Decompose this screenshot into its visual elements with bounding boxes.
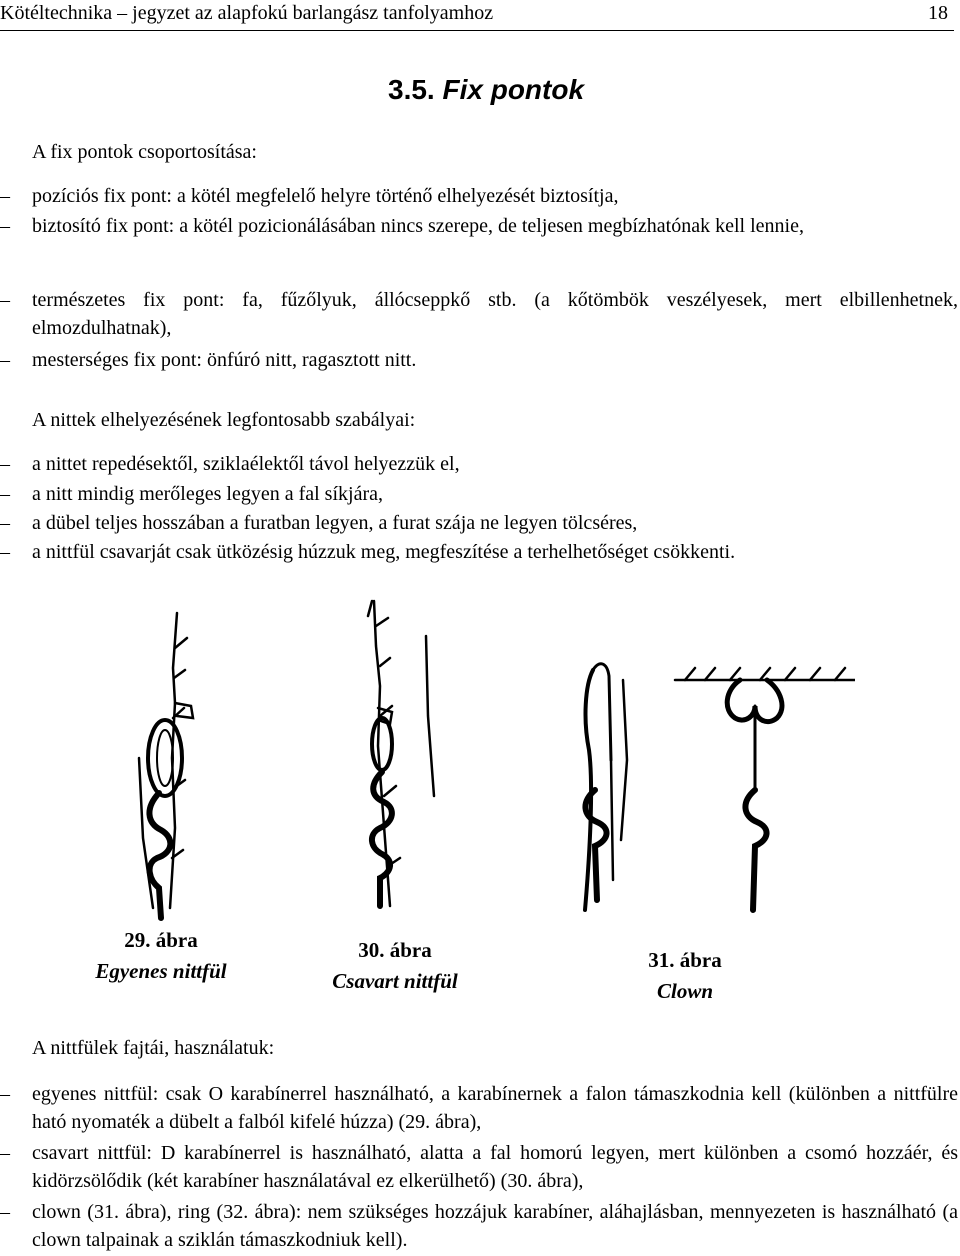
section-title xyxy=(388,74,584,106)
list-item: – pozíciós fix pont: a kötél megfelelő helyre történő elhelyezését biztosítja, xyxy=(0,185,619,207)
figure-clown xyxy=(555,640,855,920)
list-item: – egyenes nittfül: csak O karabínerrel használható, a karabínernek a falon támaszkodnia kell (különben a nittfülre ható nyomaték a dübelt a falból kifelé húzza) (29. ábra), xyxy=(0,1083,958,1133)
intro-grouping: A fix pontok csoportosítása: xyxy=(32,141,257,163)
caption-31-name: Clown xyxy=(656,979,714,1003)
page-header xyxy=(0,0,954,31)
section-name: Fix pontok xyxy=(442,74,585,105)
caption-30 xyxy=(310,935,480,997)
caption-31 xyxy=(600,945,770,1007)
caption-30-number: 30. ábra xyxy=(358,938,432,962)
caption-29-number: 29. ábra xyxy=(124,928,198,952)
list-item: – a nitt mindig merőleges legyen a fal síkjára, xyxy=(0,483,383,505)
caption-30-name: Csavart nittfül xyxy=(332,969,458,993)
section-number: 3.5. xyxy=(388,74,435,105)
figure-twisted-hanger xyxy=(330,596,440,916)
list-item: – mesterséges fix pont: önfúró nitt, ragasztott nitt. xyxy=(0,349,417,371)
list-item: – biztosító fix pont: a kötél pozicionálásában nincs szerepe, de teljesen megbízhatónak kell lennie, xyxy=(0,215,804,237)
caption-29-name: Egyenes nittfül xyxy=(95,959,227,983)
figure-straight-hanger xyxy=(125,608,235,928)
header-title: Kötéltechnika – jegyzet az alapfokú barlangász tanfolyamhoz xyxy=(0,2,494,24)
caption-31-number: 31. ábra xyxy=(648,948,722,972)
page-number: 18 xyxy=(928,2,948,24)
list-item: – a dübel teljes hosszában a furatban legyen, a furat szája ne legyen tölcséres, xyxy=(0,512,638,534)
list-item: – clown (31. ábra), ring (32. ábra): nem szükséges hozzájuk karabíner, aláhajlásban, mennyezeten is használható (a clown talpainak a sziklán támaszkodniuk kell). xyxy=(0,1201,958,1251)
caption-29 xyxy=(76,925,246,987)
list-item: – természetes fix pont: fa, fűzőlyuk, állócseppkő stb. (a kőtömbök veszélyesek, mert elbillenhetnek, elmozdulhatnak), xyxy=(0,289,958,339)
list-item: – a nittfül csavarját csak ütközésig húzzuk meg, megfeszítése a terhelhetőséget csökkenti. xyxy=(0,541,736,563)
list-item: – a nittet repedésektől, sziklaélektől távol helyezzük el, xyxy=(0,453,460,475)
intro-hanger-types: A nittfülek fajtái, használatuk: xyxy=(32,1037,275,1059)
intro-rules: A nittek elhelyezésének legfontosabb szabályai: xyxy=(32,409,416,431)
list-item: – csavart nittfül: D karabínerrel is használható, alatta a fal homorú legyen, mert különben a csomó hozzáér, és kidörzsölődik (két karabíner használatával ez elkerülhető) (30. ábra), xyxy=(0,1142,958,1192)
